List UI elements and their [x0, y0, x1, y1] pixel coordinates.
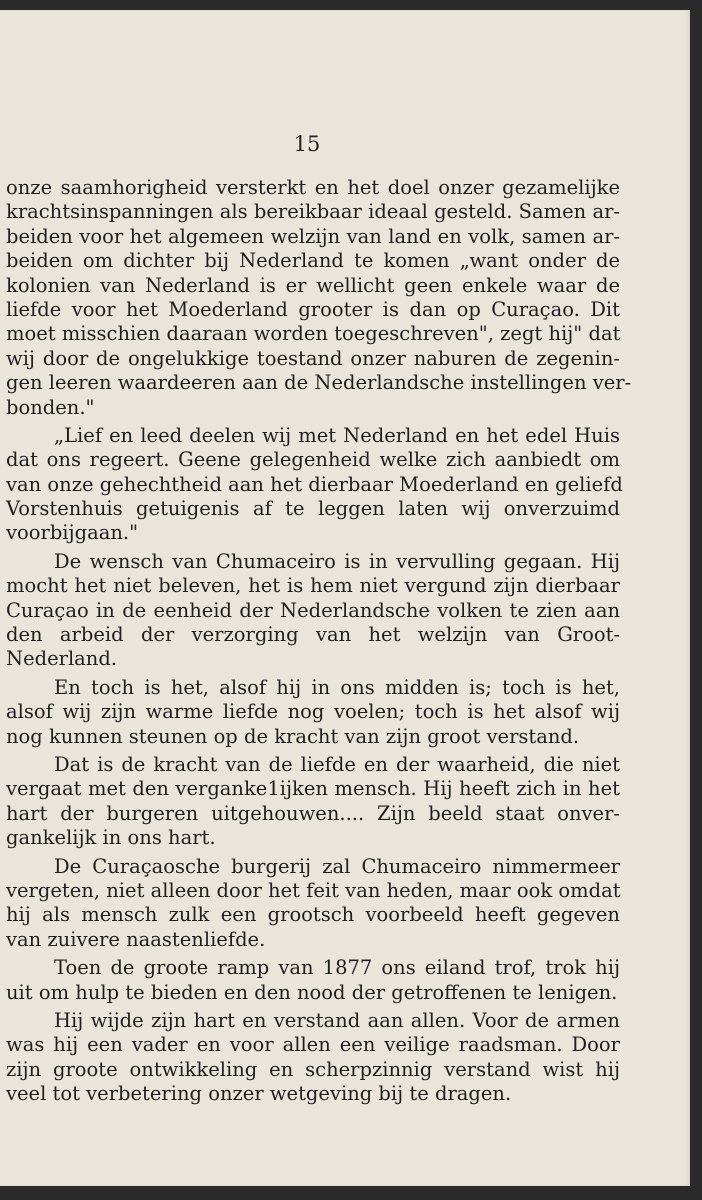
- paragraph: [6, 423, 623, 546]
- text-line: den arbeid der verzorging van het welzijn van Groot-: [6, 623, 620, 647]
- text-line: voorbijgaan.": [6, 521, 139, 545]
- text-line: hart der burgeren uitgehouwen.... Zijn beeld staat onver-: [6, 801, 620, 825]
- text-line: Nederland.: [6, 647, 118, 671]
- text-line: gen leeren waardeeren aan de Nederlandsche instellingen ver-: [6, 371, 632, 395]
- paragraph: [6, 1009, 620, 1107]
- text-line: hij als mensch zulk een grootsch voorbeeld heeft gegeven: [6, 903, 620, 927]
- text-line: De Curaçaosche burgerij zal Chumaceiro nimmermeer: [54, 854, 620, 878]
- text-line: veel tot verbetering onzer wetgeving bij te dragen.: [6, 1082, 512, 1106]
- text-line: van zuivere naastenliefde.: [6, 927, 266, 951]
- text-line: vergaat met den verganke1ijken mensch. Hij heeft zich in het: [6, 777, 620, 801]
- book-page: [0, 10, 690, 1186]
- text-line: uit om hulp te bieden en den nood der getroffenen te lenigen.: [6, 980, 618, 1004]
- text-line: zijn groote ontwikkeling en scherpzinnig verstand wist hij: [6, 1057, 620, 1081]
- paragraph: [6, 676, 620, 749]
- text-line: krachtsinspanningen als bereikbaar ideaal gesteld. Samen ar-: [6, 200, 620, 224]
- text-line: Toen de groote ramp van 1877 ons eiland trof, trok hij: [54, 956, 620, 980]
- text-line: Hij wijde zijn hart en verstand aan allen. Voor de armen: [54, 1008, 620, 1032]
- page-number: 15: [293, 132, 321, 156]
- text-line: van onze gehechtheid aan het dierbaar Moederland en geliefd: [6, 472, 623, 496]
- text-line: bonden.": [6, 395, 95, 419]
- paragraph: [6, 956, 620, 1005]
- text-line: vergeten, niet alleen door het feit van heden, maar ook omdat: [6, 878, 621, 902]
- paragraph: [6, 855, 620, 953]
- text-line: Dat is de kracht van de liefde en der waarheid, die niet: [54, 752, 620, 776]
- text-line: mocht het niet beleven, het is hem niet vergund zijn dierbaar: [6, 574, 620, 598]
- text-line: wij door de ongelukkige toestand onzer naburen de zegenin-: [6, 346, 620, 370]
- text-line: „Lief en leed deelen wij met Nederland en het edel Huis: [54, 423, 620, 447]
- text-line: kolonien van Nederland is er wellicht geen enkele waar de: [6, 273, 620, 297]
- body-text: [6, 176, 632, 1106]
- text-line: En toch is het, alsof hij in ons midden is; toch is het,: [54, 675, 620, 699]
- text-line: nog kunnen steunen op de kracht van zijn groot verstand.: [6, 724, 580, 748]
- text-line: Curaçao in de eenheid der Nederlandsche volken te zien aan: [6, 598, 620, 622]
- text-line: Vorstenhuis getuigenis af te leggen laten wij onverzuimd: [6, 497, 620, 521]
- text-line: dat ons regeert. Geene gelegenheid welke zich aanbiedt om: [6, 448, 620, 472]
- text-line: liefde voor het Moederland grooter is dan op Curaçao. Dit: [6, 297, 620, 321]
- text-line: beiden voor het algemeen welzijn van land en volk, samen ar-: [6, 224, 620, 248]
- paragraph: [6, 176, 632, 420]
- text-line: alsof wij zijn warme liefde nog voelen; toch is het alsof wij: [6, 700, 620, 724]
- paragraph: [6, 753, 620, 851]
- text-line: De wensch van Chumaceiro is in vervulling gegaan. Hij: [54, 549, 620, 573]
- text-line: was hij een vader en voor allen een veilige raadsman. Door: [6, 1033, 620, 1057]
- paragraph: [6, 550, 620, 672]
- text-line: gankelijk in ons hart.: [6, 826, 216, 850]
- text-line: moet misschien daaraan worden toegeschreven", zegt hij" dat: [6, 322, 621, 346]
- text-line: onze saamhorigheid versterkt en het doel onzer gezamelijke: [6, 176, 620, 199]
- text-line: beiden om dichter bij Nederland te komen „want onder de: [6, 249, 620, 273]
